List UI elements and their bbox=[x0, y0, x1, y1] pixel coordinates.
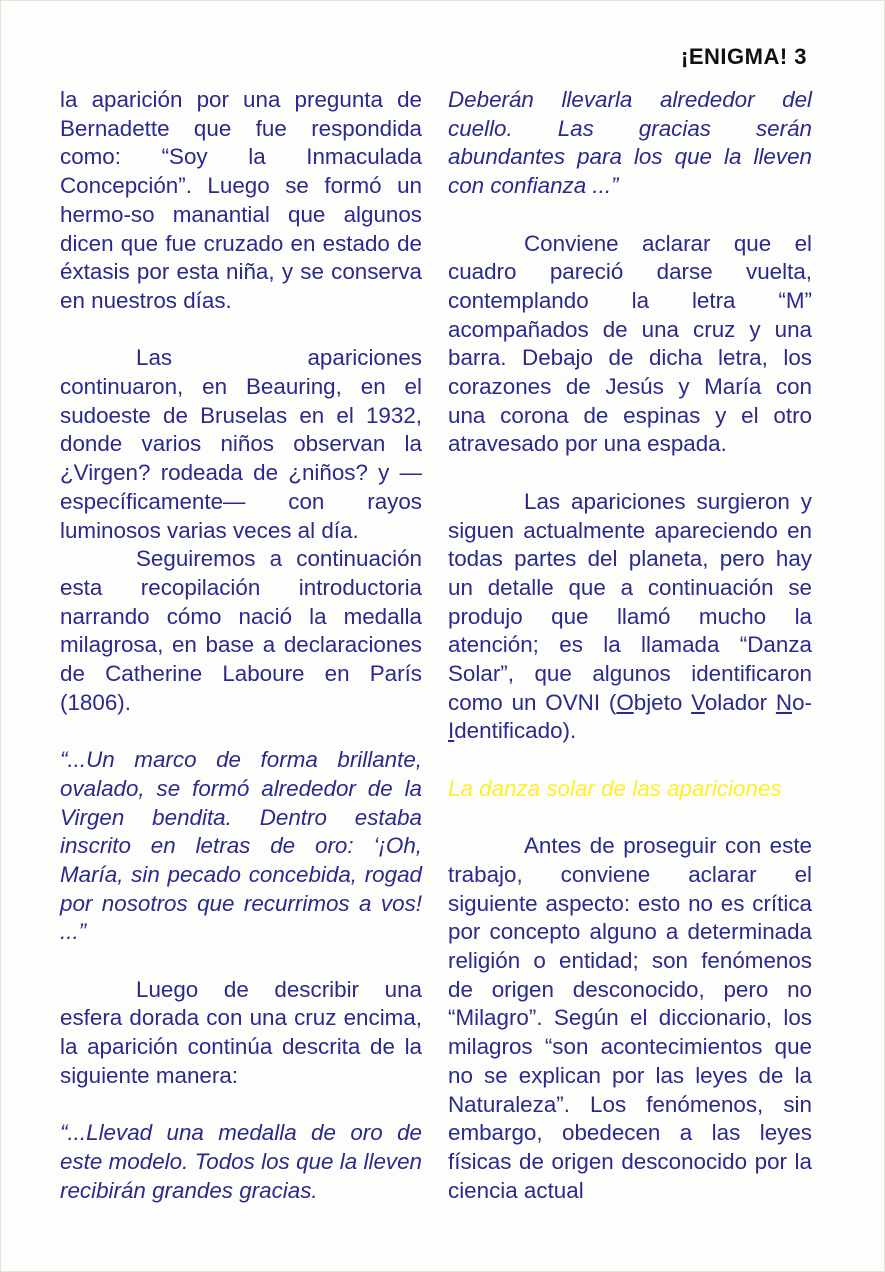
paragraph: Antes de proseguir con este trabajo, conviene aclarar el siguiente aspecto: esto no es crítica por concepto alguno a determinada religión o entidad; son fenómenos de origen desconocido, pero no “Milagro”. Según el diccionario, los milagros “son acontecimientos que no se explican por las leyes de la Naturaleza”. Los fenómenos, sin embargo, obedecen a las leyes físicas de origen desconocido por la ciencia actual bbox=[448, 833, 812, 1203]
section-subheading: La danza solar de las apariciones bbox=[448, 775, 782, 801]
paragraph: Seguiremos a continuación esta recopilación introductoria narrando cómo nació la medalla milagrosa, en base a declaraciones de Catherine Laboure en París (1806). bbox=[60, 546, 422, 715]
quote-paragraph: “...Un marco de forma brillante, ovalado, se formó alrededor de la Virgen bendita. Dentro estaba inscrito en letras de oro: ‘¡Oh, María, sin pecado concebida, rogad por nosotros que recurrimos a vos! ...” bbox=[60, 747, 422, 945]
quote-paragraph: Deberán llevarla alrededor del cuello. Las gracias serán abundantes para los que la lleven con confianza ...” bbox=[448, 87, 812, 199]
paragraph: Conviene aclarar que el cuadro pareció darse vuelta, contemplando la letra “M” acompañados de una cruz y una barra. Debajo de dicha letra, los corazones de Jesús y María con una corona de espinas y el otro atravesado por una espada. bbox=[448, 230, 812, 457]
paragraph: Las apariciones continuaron, en Beauring, en el sudoeste de Bruselas en el 1932, donde varios niños observan la ¿Virgen? rodeada de ¿niños? y —específicamente— con rayos luminosos varias veces al día. bbox=[60, 345, 422, 543]
paragraph: Luego de describir una esfera dorada con una cruz encima, la aparición continúa descrita de la siguiente manera: bbox=[60, 976, 422, 1088]
left-column bbox=[60, 86, 422, 1205]
right-column bbox=[448, 86, 812, 1205]
page-header: ¡ENIGMA! 3 bbox=[681, 44, 807, 69]
paragraph: la aparición por una pregunta de Bernadette que fue respondida como: “Soy la Inmaculada Concepción”. Luego se formó un hermo-so manantial que algunos dicen que fue cruzado en estado de éxtasis por esta niña, y se conserva en nuestros días. bbox=[60, 87, 422, 313]
paragraph: Las apariciones surgieron y siguen actualmente apareciendo en todas partes del planeta, pero hay un detalle que a continuación se produjo que llamó mucho la atención; es la llamada “Danza Solar”, que algunos identificaron como un OVNI (Objeto Volador No-Identificado). bbox=[448, 488, 812, 744]
quote-paragraph: “...Llevad una medalla de oro de este modelo. Todos los que la lleven recibirán grandes gracias. bbox=[60, 1120, 422, 1203]
